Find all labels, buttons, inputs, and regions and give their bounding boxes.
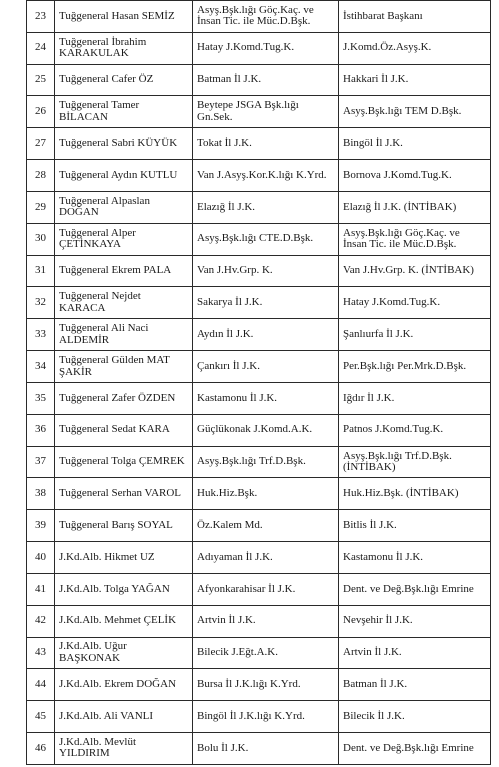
current-post-cell: Asyş.Bşk.lığı Göç.Kaç. ve İnsan Tic. ile Müc.D.Bşk.: [193, 1, 339, 33]
table-row: [27, 510, 491, 542]
table-row: [27, 351, 491, 383]
officer-name-cell: Tuğgeneral Ali Naci ALDEMİR: [55, 319, 193, 351]
current-post-cell: Bursa İl J.K.lığı K.Yrd.: [193, 669, 339, 701]
officer-name-cell: J.Kd.Alb. Ali VANLI: [55, 701, 193, 733]
row-number-cell: 32: [27, 287, 55, 319]
table-row: [27, 542, 491, 574]
row-number-cell: 24: [27, 32, 55, 64]
table-row: [27, 382, 491, 414]
new-post-cell: J.Komd.Öz.Asyş.K.: [339, 32, 491, 64]
row-number-cell: 44: [27, 669, 55, 701]
row-number-cell: 41: [27, 573, 55, 605]
new-post-cell: Asyş.Bşk.lığı Göç.Kaç. ve İnsan Tic. ile Müc.D.Bşk.: [339, 223, 491, 255]
table-row: [27, 701, 491, 733]
new-post-cell: Nevşehir İl J.K.: [339, 605, 491, 637]
current-post-cell: Asyş.Bşk.lığı CTE.D.Bşk.: [193, 223, 339, 255]
current-post-cell: Van J.Hv.Grp. K.: [193, 255, 339, 287]
officer-name-cell: Tuğgeneral Hasan SEMİZ: [55, 1, 193, 33]
row-number-cell: 28: [27, 160, 55, 192]
new-post-cell: Asyş.Bşk.lığı TEM D.Bşk.: [339, 96, 491, 128]
personnel-assignment-table: [26, 0, 491, 765]
current-post-cell: Aydın İl J.K.: [193, 319, 339, 351]
current-post-cell: Artvin İl J.K.: [193, 605, 339, 637]
table-row: [27, 128, 491, 160]
table-row: [27, 733, 491, 765]
officer-name-cell: Tuğgeneral Ekrem PALA: [55, 255, 193, 287]
current-post-cell: Hatay J.Komd.Tug.K.: [193, 32, 339, 64]
officer-name-cell: Tuğgeneral Barış SOYAL: [55, 510, 193, 542]
table-row: [27, 96, 491, 128]
new-post-cell: Dent. ve Değ.Bşk.lığı Emrine: [339, 573, 491, 605]
officer-name-cell: Tuğgeneral Cafer ÖZ: [55, 64, 193, 96]
officer-name-cell: J.Kd.Alb. Ekrem DOĞAN: [55, 669, 193, 701]
table-row: [27, 1, 491, 33]
row-number-cell: 29: [27, 191, 55, 223]
row-number-cell: 33: [27, 319, 55, 351]
new-post-cell: Asyş.Bşk.lığı Trf.D.Bşk. (İNTİBAK): [339, 446, 491, 478]
row-number-cell: 37: [27, 446, 55, 478]
current-post-cell: Bingöl İl J.K.lığı K.Yrd.: [193, 701, 339, 733]
officer-name-cell: Tuğgeneral İbrahim KARAKULAK: [55, 32, 193, 64]
row-number-cell: 23: [27, 1, 55, 33]
current-post-cell: Batman İl J.K.: [193, 64, 339, 96]
current-post-cell: Güçlükonak J.Komd.A.K.: [193, 414, 339, 446]
new-post-cell: Hakkari İl J.K.: [339, 64, 491, 96]
new-post-cell: Dent. ve Değ.Bşk.lığı Emrine: [339, 733, 491, 765]
officer-name-cell: J.Kd.Alb. Mehmet ÇELİK: [55, 605, 193, 637]
current-post-cell: Elazığ İl J.K.: [193, 191, 339, 223]
table-row: [27, 414, 491, 446]
row-number-cell: 27: [27, 128, 55, 160]
current-post-cell: Huk.Hiz.Bşk.: [193, 478, 339, 510]
table-row: [27, 191, 491, 223]
officer-name-cell: Tuğgeneral Zafer ÖZDEN: [55, 382, 193, 414]
row-number-cell: 35: [27, 382, 55, 414]
table-body: [27, 1, 491, 765]
new-post-cell: Bilecik İl J.K.: [339, 701, 491, 733]
new-post-cell: Hatay J.Komd.Tug.K.: [339, 287, 491, 319]
row-number-cell: 40: [27, 542, 55, 574]
row-number-cell: 43: [27, 637, 55, 669]
table-row: [27, 223, 491, 255]
row-number-cell: 38: [27, 478, 55, 510]
new-post-cell: Per.Bşk.lığı Per.Mrk.D.Bşk.: [339, 351, 491, 383]
new-post-cell: Artvin İl J.K.: [339, 637, 491, 669]
row-number-cell: 30: [27, 223, 55, 255]
row-number-cell: 25: [27, 64, 55, 96]
table-row: [27, 605, 491, 637]
table-row: [27, 669, 491, 701]
current-post-cell: Adıyaman İl J.K.: [193, 542, 339, 574]
current-post-cell: Bilecik J.Eğt.A.K.: [193, 637, 339, 669]
current-post-cell: Kastamonu İl J.K.: [193, 382, 339, 414]
table-row: [27, 319, 491, 351]
table-row: [27, 32, 491, 64]
officer-name-cell: Tuğgeneral Sabri KÜYÜK: [55, 128, 193, 160]
officer-name-cell: J.Kd.Alb. Uğur BAŞKONAK: [55, 637, 193, 669]
officer-name-cell: Tuğgeneral Serhan VAROL: [55, 478, 193, 510]
new-post-cell: Van J.Hv.Grp. K. (İNTİBAK): [339, 255, 491, 287]
current-post-cell: Afyonkarahisar İl J.K.: [193, 573, 339, 605]
new-post-cell: Bornova J.Komd.Tug.K.: [339, 160, 491, 192]
row-number-cell: 26: [27, 96, 55, 128]
officer-name-cell: Tuğgeneral Aydın KUTLU: [55, 160, 193, 192]
new-post-cell: Patnos J.Komd.Tug.K.: [339, 414, 491, 446]
table-row: [27, 446, 491, 478]
table-row: [27, 64, 491, 96]
table-row: [27, 478, 491, 510]
new-post-cell: Bingöl İl J.K.: [339, 128, 491, 160]
table-row: [27, 287, 491, 319]
officer-name-cell: Tuğgeneral Gülden MAT ŞAKİR: [55, 351, 193, 383]
officer-name-cell: Tuğgeneral Alpaslan DOĞAN: [55, 191, 193, 223]
current-post-cell: Van J.Asyş.Kor.K.lığı K.Yrd.: [193, 160, 339, 192]
officer-name-cell: Tuğgeneral Sedat KARA: [55, 414, 193, 446]
new-post-cell: Iğdır İl J.K.: [339, 382, 491, 414]
current-post-cell: Çankırı İl J.K.: [193, 351, 339, 383]
row-number-cell: 31: [27, 255, 55, 287]
officer-name-cell: J.Kd.Alb. Mevlüt YILDIRIM: [55, 733, 193, 765]
officer-name-cell: J.Kd.Alb. Tolga YAĞAN: [55, 573, 193, 605]
current-post-cell: Tokat İl J.K.: [193, 128, 339, 160]
row-number-cell: 42: [27, 605, 55, 637]
row-number-cell: 36: [27, 414, 55, 446]
new-post-cell: Huk.Hiz.Bşk. (İNTİBAK): [339, 478, 491, 510]
table-row: [27, 637, 491, 669]
new-post-cell: Batman İl J.K.: [339, 669, 491, 701]
new-post-cell: İstihbarat Başkanı: [339, 1, 491, 33]
current-post-cell: Öz.Kalem Md.: [193, 510, 339, 542]
row-number-cell: 45: [27, 701, 55, 733]
table-row: [27, 160, 491, 192]
table-row: [27, 255, 491, 287]
current-post-cell: Bolu İl J.K.: [193, 733, 339, 765]
officer-name-cell: Tuğgeneral Nejdet KARACA: [55, 287, 193, 319]
new-post-cell: Elazığ İl J.K. (İNTİBAK): [339, 191, 491, 223]
officer-name-cell: Tuğgeneral Alper ÇETİNKAYA: [55, 223, 193, 255]
officer-name-cell: J.Kd.Alb. Hikmet UZ: [55, 542, 193, 574]
row-number-cell: 34: [27, 351, 55, 383]
row-number-cell: 39: [27, 510, 55, 542]
table-row: [27, 573, 491, 605]
current-post-cell: Asyş.Bşk.lığı Trf.D.Bşk.: [193, 446, 339, 478]
current-post-cell: Beytepe JSGA Bşk.lığı Gn.Sek.: [193, 96, 339, 128]
new-post-cell: Bitlis İl J.K.: [339, 510, 491, 542]
current-post-cell: Sakarya İl J.K.: [193, 287, 339, 319]
officer-name-cell: Tuğgeneral Tamer BİLACAN: [55, 96, 193, 128]
row-number-cell: 46: [27, 733, 55, 765]
officer-name-cell: Tuğgeneral Tolga ÇEMREK: [55, 446, 193, 478]
new-post-cell: Şanlıurfa İl J.K.: [339, 319, 491, 351]
new-post-cell: Kastamonu İl J.K.: [339, 542, 491, 574]
